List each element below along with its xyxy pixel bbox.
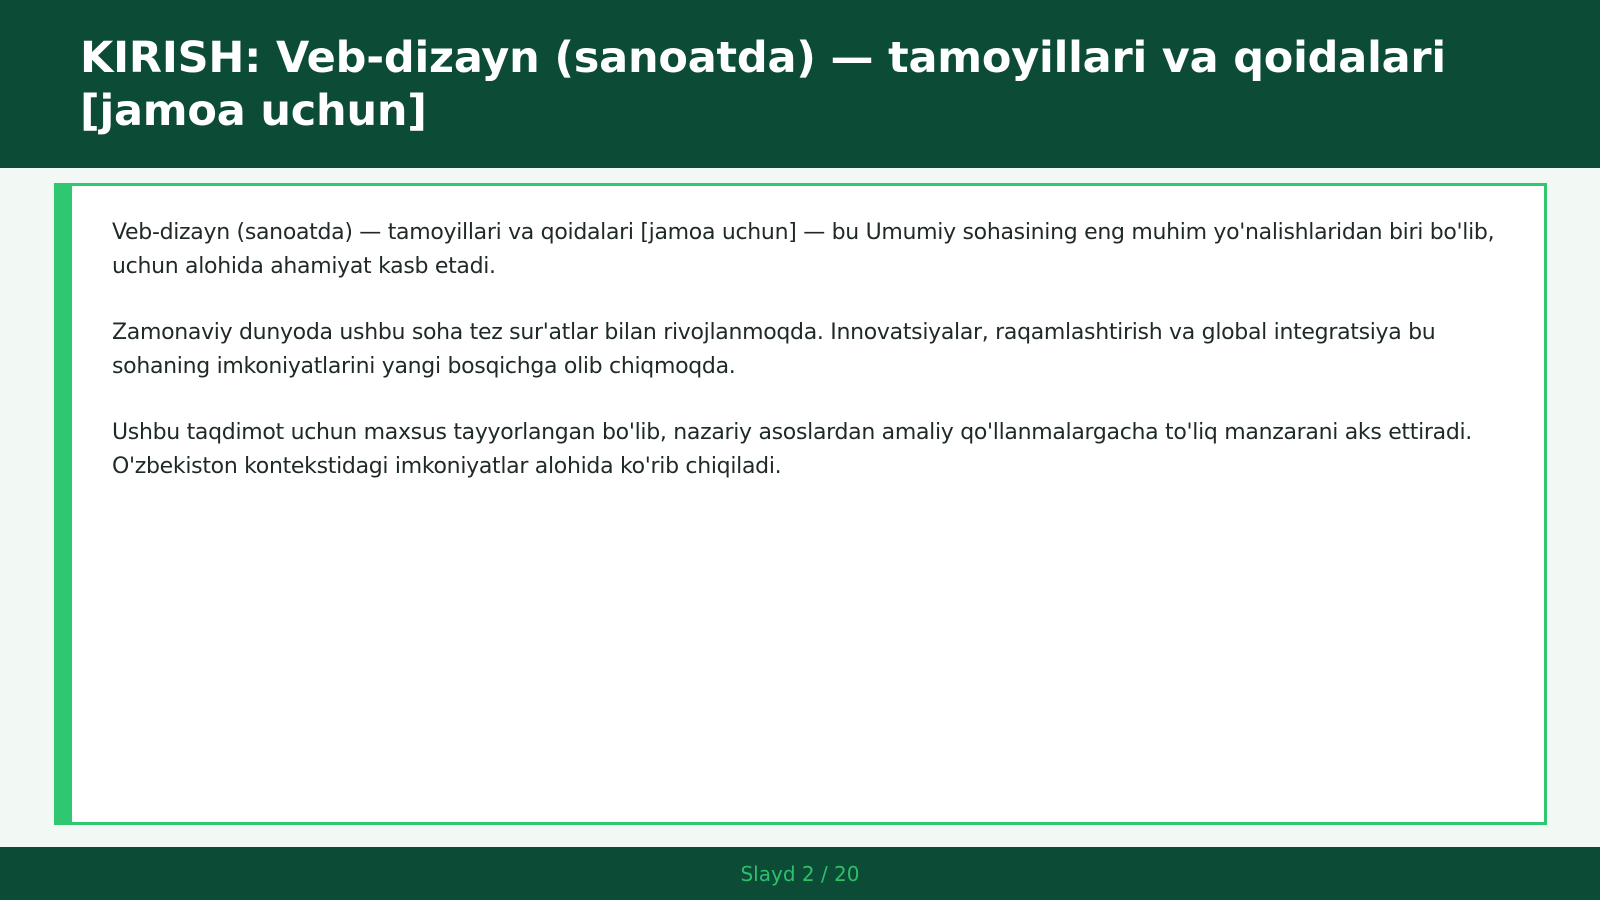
content-card bbox=[54, 183, 1547, 825]
slide-footer bbox=[0, 847, 1600, 900]
slide-number: Slayd 2 / 20 bbox=[740, 861, 860, 886]
slide-title: KIRISH: Veb-dizayn (sanoatda) — tamoyillari va qoidalari [jamoa uchun] bbox=[80, 33, 1446, 136]
development-paragraph: Zamonaviy dunyoda ushbu soha tez sur'atlar bilan rivojlanmoqda. Innovatsiyalar, raqamlashtirish va global integratsiya bu sohaning imkoniyatlarini yangi bosqichga olib chiqmoqda. bbox=[112, 320, 1436, 379]
intro-paragraph: Veb-dizayn (sanoatda) — tamoyillari va qoidalari [jamoa uchun] — bu Umumiy sohasining eng muhim yo'nalishlaridan biri bo'lib, uchun alohida ahamiyat kasb etadi. bbox=[112, 220, 1495, 279]
presentation-paragraph: Ushbu taqdimot uchun maxsus tayyorlangan bo'lib, nazariy asoslardan amaliy qo'llanmalargacha to'liq manzarani aks ettiradi. O'zbekiston kontekstidagi imkoniyatlar alohida ko'rib chiqiladi. bbox=[112, 420, 1472, 479]
slide-header bbox=[0, 0, 1600, 168]
